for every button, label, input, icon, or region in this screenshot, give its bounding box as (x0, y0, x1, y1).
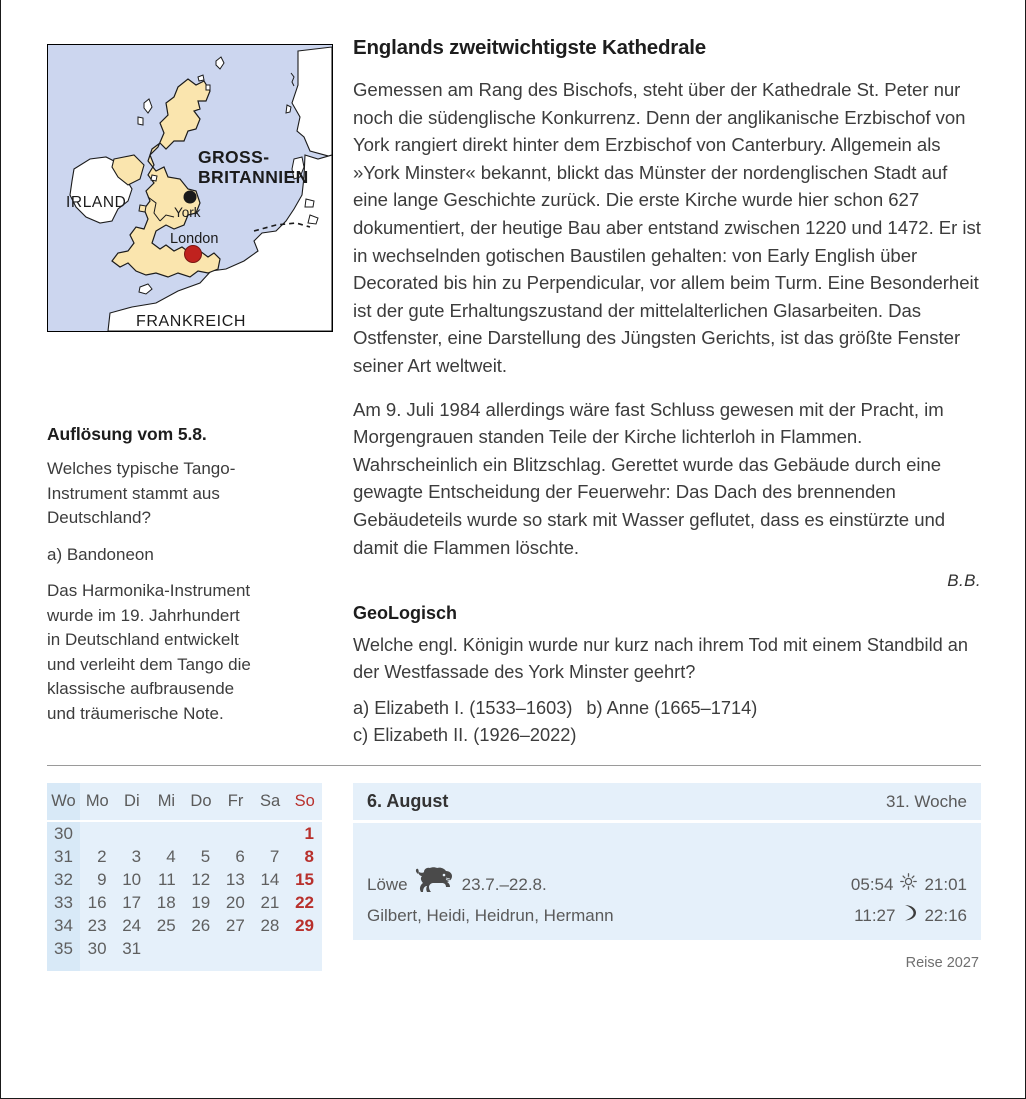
article-paragraph-1: Gemessen am Rang des Bischofs, steht über der Kathedrale St. Peter nur noch die südenglische Konkurrenz. Denn der anglikanische Erzbischof von York rangiert direkt hinter dem Erzbischof von Canterbury. Allgemein als »York Minster« bekannt, blickt das Münster der nordenglischen Stadt auf eine lange Geschichte zurück. Die erste Kirche wurde hier schon 627 dokumentiert, der heutige Bau aber entstand zwischen 1220 und 1472. Er ist in wechselnden gotischen Baustilen gehalten: von Early English über Decorated bis hin zu Perpendicular, vor allem beim Turm. Eine Besonderheit ist der gute Erhaltungszustand der mittelalterlichen Glasarbeiten. Das Ostfenster, eine Darstellung des Jüngsten Gerichts, ist das größte Fenster seiner Art weltweit. (353, 79, 981, 376)
map-label-york: York (174, 205, 201, 220)
calendar-row (47, 914, 322, 937)
map-label-london: London (170, 231, 219, 247)
month-calendar-table (47, 783, 322, 971)
aufloesung-explanation-line4: und verleiht dem Tango die (47, 654, 251, 674)
calendar-day[interactable]: 14 (260, 869, 280, 889)
aufloesung-heading: Auflösung vom 5.8. (47, 424, 207, 444)
map-anglesey (139, 205, 146, 212)
moon-icon (902, 902, 917, 930)
map-norway-inlet (286, 105, 291, 113)
day-info-panel (353, 783, 981, 940)
aufloesung-explanation-line1: Das Harmonika-Instrument (47, 581, 251, 600)
name-day-group (367, 902, 614, 930)
geologisch-options (353, 695, 981, 748)
aufloesung-explanation-line2: wurde im 19. Jahrhundert (47, 605, 240, 625)
calendar-header-sa: Sa (253, 783, 288, 821)
calendar-day-sunday[interactable]: 29 (295, 915, 314, 935)
calendar-day[interactable] (253, 821, 288, 845)
calendar-week-number: 33 (47, 891, 80, 914)
map-label-great-britain-line1: GROSS- (198, 147, 270, 167)
calendar-header-fr: Fr (218, 783, 253, 821)
calendar-day[interactable]: 16 (87, 892, 107, 912)
calendar-week-number: 32 (47, 868, 80, 891)
map-marker-london (185, 246, 202, 263)
calendar-day[interactable] (184, 821, 219, 845)
calendar-row (47, 891, 322, 914)
calendar-header-di: Di (115, 783, 150, 821)
calendar-day-sunday[interactable]: 8 (304, 846, 314, 866)
aufloesung-explanation (47, 579, 335, 726)
aufloesung-question-line1: Welches typische Tango- (47, 459, 236, 478)
calendar-day-sunday[interactable]: 1 (304, 823, 314, 843)
calendar-header-so: So (287, 783, 322, 821)
map-marker-york (184, 191, 197, 204)
calendar-day[interactable]: 21 (260, 892, 280, 912)
calendar-day-sunday[interactable] (287, 937, 322, 971)
month-calendar-panel (47, 783, 322, 971)
day-info-header (353, 783, 981, 823)
aufloesung-explanation-line3: in Deutschland entwickelt (47, 630, 239, 649)
calendar-day[interactable]: 31 (122, 938, 142, 958)
calendar-day[interactable] (218, 937, 253, 971)
calendar-day[interactable]: 27 (225, 915, 245, 935)
calendar-header-mi: Mi (149, 783, 184, 821)
calendar-header-do: Do (184, 783, 219, 821)
geologisch-option-a[interactable]: a) Elizabeth I. (1533–1603) (353, 698, 573, 719)
calendar-day[interactable] (149, 937, 184, 971)
article-title: Englands zweitwichtigste Kathedrale (353, 36, 706, 59)
calendar-week-number: 31 (47, 845, 80, 868)
calendar-day[interactable]: 3 (131, 846, 142, 866)
sun-times-group (851, 871, 967, 899)
aufloesung-answer: a) Bandoneon (47, 544, 154, 564)
calendar-day[interactable]: 28 (260, 915, 280, 935)
calendar-day[interactable]: 5 (200, 846, 211, 866)
calendar-row (47, 821, 322, 845)
calendar-header-mo: Mo (80, 783, 115, 821)
calendar-day[interactable] (80, 821, 115, 845)
right-column (353, 36, 981, 748)
calendar-row (47, 868, 322, 891)
calendar-day[interactable] (184, 937, 219, 971)
name-day-names: Gilbert, Heidi, Heidrun, Hermann (367, 906, 614, 925)
calendar-day[interactable]: 6 (235, 846, 245, 866)
zodiac-row (367, 867, 967, 902)
calendar-day[interactable]: 2 (97, 846, 107, 866)
geologisch-question: Welche engl. Königin wurde nur kurz nach ihrem Tod mit einem Standbild an der Westfassade des York Minster geehrt? (353, 635, 969, 682)
moonset-time: 22:16 (924, 906, 967, 925)
calendar-day[interactable]: 11 (158, 869, 176, 889)
map-isle-of-man (151, 175, 157, 181)
map-coast-detail-1 (305, 199, 314, 207)
aufloesung-explanation-line5: klassische aufbrausende (47, 679, 235, 698)
calendar-day[interactable]: 20 (225, 892, 245, 912)
day-info-date: 6. August (367, 791, 449, 811)
calendar-day[interactable] (253, 937, 288, 971)
geologisch-option-c[interactable]: c) Elizabeth II. (1926–2022) (353, 724, 577, 745)
calendar-day[interactable] (218, 821, 253, 845)
aufloesung-question (47, 457, 335, 531)
calendar-header-wo: Wo (47, 783, 80, 821)
aufloesung-explanation-line6: und träumerische Note. (47, 703, 224, 723)
sunrise-time: 05:54 (850, 874, 894, 894)
calendar-week-number: 35 (47, 937, 80, 971)
page-credit: Reise 2027 (905, 955, 979, 971)
article-paragraph-2: Am 9. Juli 1984 allerdings wäre fast Schluss gewesen mit der Pracht, im Morgengrauen standen Teile der Kirche lichterloh in Flammen. Wahrscheinlich ein Blitzschlag. Gerettet wurde das Gebäude durch eine gewagte Entscheidung der Feuerwehr: Das Dach des brennenden Gebäudeteils wurde so stark mit Wasser geflutet, dass es einstürzte und damit die Flammen löschte. (353, 398, 946, 558)
article-signature: B.B. (947, 571, 981, 591)
calendar-day[interactable]: 18 (156, 892, 176, 912)
calendar-day[interactable]: 12 (191, 869, 211, 889)
aufloesung-question-line3: Deutschland? (47, 508, 151, 527)
map-label-ireland: IRLAND (66, 194, 127, 211)
calendar-day[interactable]: 19 (191, 892, 211, 912)
geologisch-heading: GeoLogisch (353, 603, 458, 624)
zodiac-group (367, 867, 547, 902)
calendar-day[interactable]: 25 (156, 915, 176, 935)
left-column (47, 44, 335, 738)
moonrise-time: 11:27 (854, 906, 896, 925)
calendar-day[interactable]: 30 (87, 938, 107, 958)
moon-times-group (854, 902, 967, 930)
map-great-britain (47, 44, 333, 332)
aufloesung-question-line2: Instrument stammt aus (47, 483, 220, 503)
calendar-row (47, 937, 322, 971)
calendar-day[interactable]: 13 (225, 869, 245, 889)
calendar-day[interactable]: 17 (122, 892, 142, 912)
calendar-day[interactable]: 23 (87, 915, 107, 935)
sun-icon (900, 871, 917, 899)
calendar-day[interactable]: 26 (191, 915, 211, 935)
aufloesung-block (47, 424, 335, 726)
calendar-day-sunday[interactable]: 15 (295, 869, 314, 889)
map-label-great-britain-line2: BRITANNIEN (198, 167, 309, 187)
calendar-day[interactable]: 9 (97, 869, 107, 889)
map-label-france: FRANKREICH (136, 313, 247, 330)
calendar-row (47, 845, 322, 868)
day-info-body (353, 823, 981, 940)
names-row (367, 902, 967, 930)
day-info-week: 31. Woche (886, 792, 967, 811)
map-orkney-2 (206, 85, 210, 90)
calendar-day[interactable]: 10 (122, 869, 142, 889)
geologisch-option-b[interactable]: b) Anne (1665–1714) (586, 698, 758, 719)
calendar-day-sunday[interactable]: 22 (295, 892, 314, 912)
map-hebrides-2 (138, 117, 143, 125)
calendar-day[interactable]: 7 (269, 846, 280, 866)
section-divider (47, 765, 981, 766)
calendar-day[interactable] (149, 821, 184, 845)
calendar-header-row (47, 783, 322, 821)
calendar-day[interactable] (115, 821, 150, 845)
zodiac-range: 23.7.–22.8. (461, 874, 547, 894)
calendar-day[interactable]: 4 (166, 846, 176, 866)
calendar-week-number: 30 (47, 821, 80, 845)
sunset-time: 21:01 (924, 874, 967, 894)
calendar-day[interactable]: 24 (122, 915, 142, 935)
zodiac-name: Löwe (367, 874, 408, 894)
calendar-week-number: 34 (47, 914, 80, 937)
lion-icon (415, 867, 455, 902)
